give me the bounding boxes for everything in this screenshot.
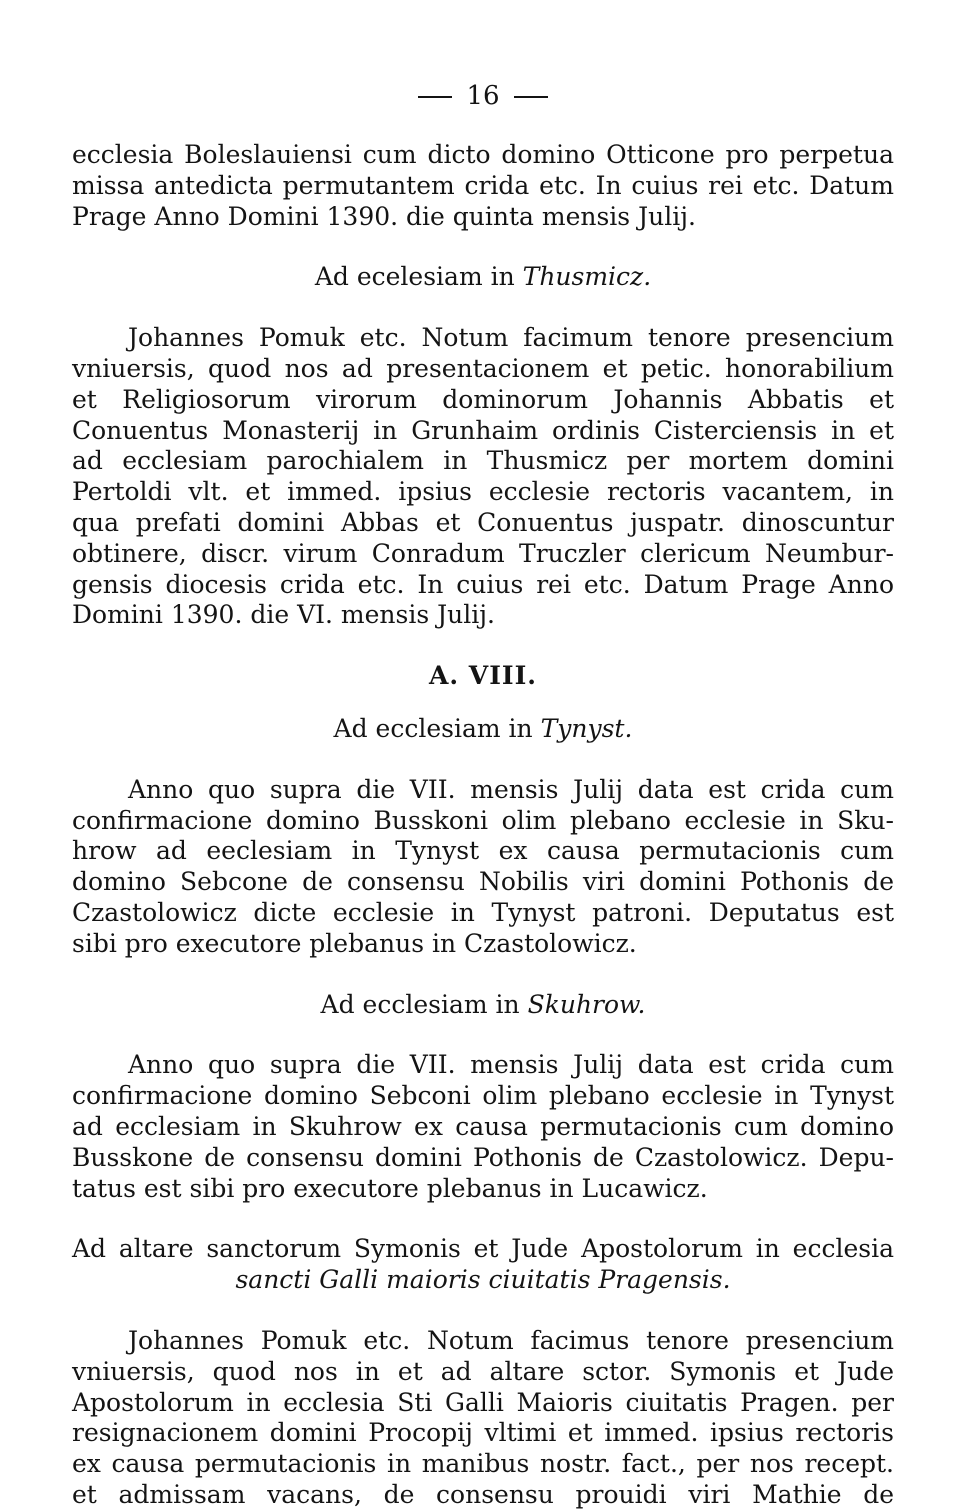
text-line: Apostolorum in ecclesia Sti Galli Maioris ciuitatis Pragen. per [72, 1387, 894, 1417]
text-line: Anno quo supra die VII. mensis Julij data est crida cum [128, 1050, 894, 1080]
page-number: 16 [466, 81, 500, 111]
text-line: resignacionem domini Procopij vltimi et immed. ipsius rectoris [72, 1418, 894, 1448]
paragraph-2 [72, 323, 894, 631]
text-line: Pertoldi vlt. et immed. ipsius ecclesie rectoris vacantem, in [72, 477, 894, 507]
document-page [72, 76, 894, 1511]
heading-thusmicz [72, 262, 894, 293]
text-line: Conuentus Monasterij in Grunhaim ordinis Cisterciensis in et [72, 415, 894, 445]
heading-place: Tynyst. [540, 713, 633, 743]
text-line: obtinere, discr. virum Conradum Truczler clericum Neumbur- [72, 538, 894, 568]
text-line: ecclesia Boleslauiensi cum dicto domino Otticone pro perpetua [72, 140, 894, 169]
text-line: hrow ad eeclesiam in Tynyst ex causa permutacionis cum [72, 836, 894, 866]
text-line: ad ecclesiam in Skuhrow ex causa permutacionis cum domino [72, 1111, 894, 1141]
paragraph-1 [72, 140, 894, 232]
paragraph-5-heading [72, 1234, 894, 1296]
text-line: qua prefati domini Abbas et Conuentus juspatr. dinoscuntur [72, 507, 894, 537]
text-line: confirmacione domino Sebconi olim plebano ecclesie in Tynyst [72, 1081, 894, 1111]
text-line: Czastolowicz dicte ecclesie in Tynyst patroni. Deputatus est [72, 897, 894, 927]
text-line: Prage Anno Domini 1390. die quinta mensis Julij. [72, 201, 696, 231]
text-line: sibi pro executore plebanus in Czastolowicz. [72, 928, 637, 958]
text-line: confirmacione domino Busskoni olim plebano ecclesie in Sku- [72, 805, 894, 835]
heading-place: Thusmicz. [522, 262, 652, 292]
text-line: Domini 1390. die VI. mensis Julij. [72, 600, 495, 630]
heading-text: Ad ecclesiam in [333, 713, 541, 743]
text-line: sancti Galli maioris ciuitatis Pragensis. [235, 1265, 731, 1295]
text-line: Johannes Pomuk etc. Notum facimus tenore presencium [128, 1325, 894, 1355]
text-line: vniuersis, quod nos in et ad altare sctor. Symonis et Jude [72, 1356, 894, 1386]
paragraph-4 [72, 1050, 894, 1204]
text-line: gensis diocesis crida etc. In cuius rei etc. Datum Prage Anno [72, 569, 894, 599]
text-line: Anno quo supra die VII. mensis Julij data est crida cum [128, 774, 894, 804]
heading-tynyst [72, 714, 894, 745]
text-line: missa antedicta permutantem crida etc. In cuius rei etc. Datum [72, 170, 894, 200]
text-line: domino Sebcone de consensu Nobilis viri domini Pothonis de [72, 867, 894, 897]
text-line: Johannes Pomuk etc. Notum facimum tenore presencium [128, 323, 894, 353]
page-header [72, 76, 894, 116]
text-line: ad ecclesiam parochialem in Thusmicz per mortem domini [72, 446, 894, 476]
text-line: ex causa permutacionis in manibus nostr. fact., per nos recept. [72, 1449, 894, 1479]
header-dash-right [514, 96, 548, 98]
text-line: et admissam vacans, de consensu prouidi viri Mathie de [72, 1479, 894, 1509]
header-dash-left [418, 96, 452, 98]
heading-skuhrow [72, 990, 894, 1021]
text-line: vniuersis, quod nos ad presentacionem et petic. honorabilium [72, 353, 894, 383]
heading-text: Ad ecclesiam in [320, 989, 528, 1019]
heading-place: Skuhrow. [527, 989, 646, 1019]
text-line: Busskone de consensu domini Pothonis de Czastolowicz. Depu- [72, 1142, 894, 1172]
text-line: tatus est sibi pro executore plebanus in Lucawicz. [72, 1173, 708, 1203]
heading-text: Ad ecelesiam in [314, 262, 523, 292]
text-line: Ad altare sanctorum Symonis et Jude Apostolorum in ecclesia [72, 1234, 894, 1264]
section-heading: A. VIII. [429, 661, 537, 691]
text-line: et Religiosorum virorum dominorum Johannis Abbatis et [72, 384, 894, 414]
paragraph-3 [72, 775, 894, 960]
